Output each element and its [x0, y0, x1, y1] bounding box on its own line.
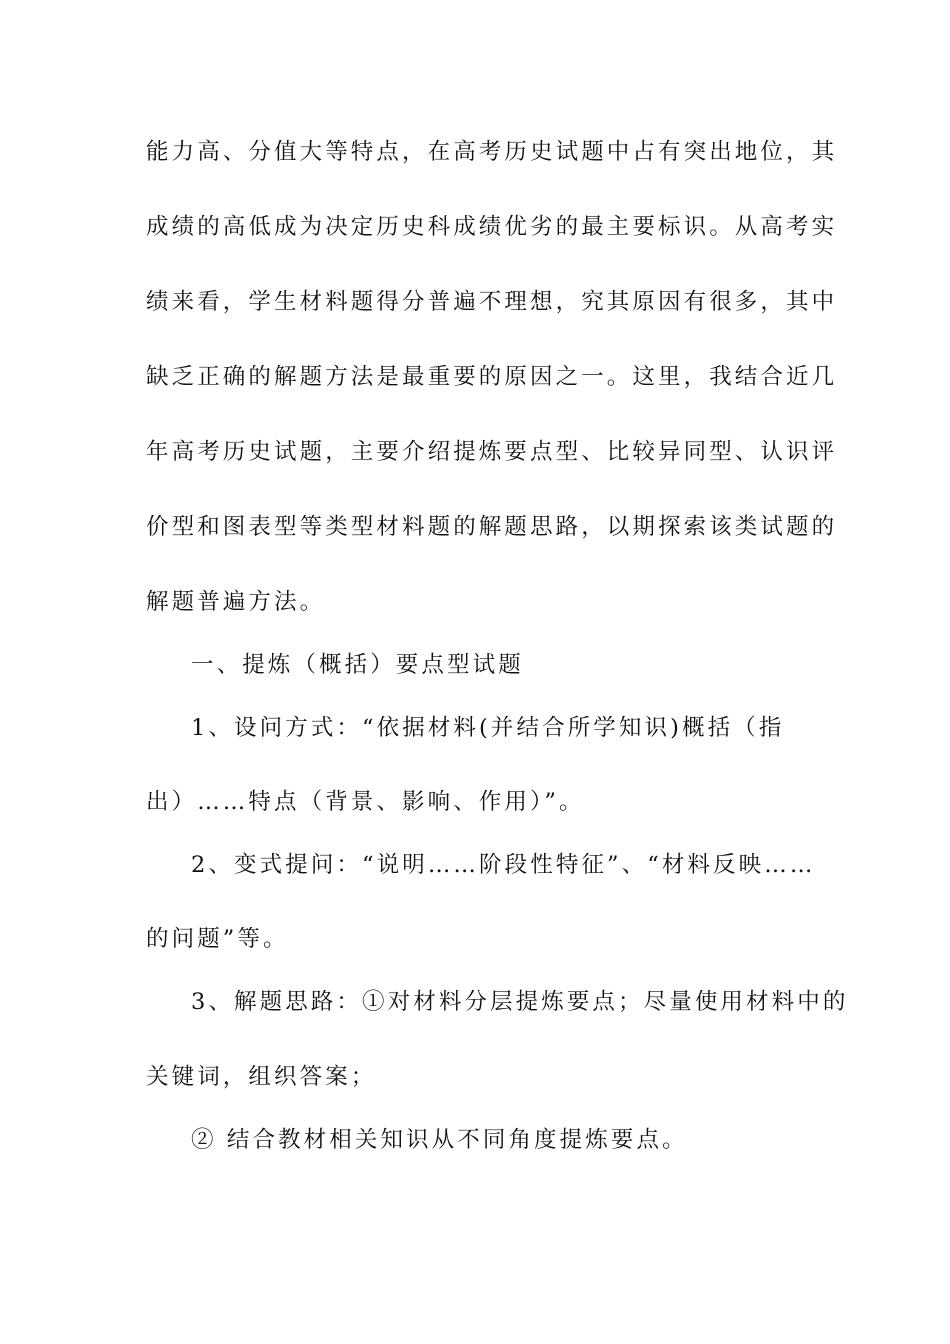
paragraph-line: 价型和图表型等类型材料题的解题思路，以期探索该类试题的 [146, 514, 838, 540]
paragraph-line: 绩来看，学生材料题得分普遍不理想，究其原因有很多，其中 [146, 289, 838, 315]
paragraph-line: 能力高、分值大等特点，在高考历史试题中占有突出地位，其 [146, 139, 838, 165]
list-item-line: 3、解题思路：①对材料分层提炼要点；尽量使用材料中的 [191, 989, 849, 1015]
section-heading: 一、提炼（概括）要点型试题 [191, 652, 524, 678]
paragraph-line: 解题普遍方法。 [146, 589, 326, 615]
list-item-line: ② 结合教材相关知识从不同角度提炼要点。 [191, 1127, 688, 1153]
list-item-line: 出）……特点（背景、影响、作用）”。 [146, 789, 585, 815]
paragraph-line: 年高考历史试题，主要介绍提炼要点型、比较异同型、认识评 [146, 439, 838, 465]
list-item-line: 2、变式提问：“说明……阶段性特征”、“材料反映…… [191, 852, 816, 878]
list-item-line: 的问题”等。 [146, 926, 289, 952]
list-item-line: 关键词，组织答案； [146, 1064, 377, 1090]
list-item-line: 1、设问方式：“依据材料(并结合所学知识)概括（指 [191, 715, 785, 741]
paragraph-line: 成绩的高低成为决定历史科成绩优劣的最主要标识。从高考实 [146, 214, 838, 240]
paragraph-line: 缺乏正确的解题方法是最重要的原因之一。这里，我结合近几 [146, 364, 838, 390]
